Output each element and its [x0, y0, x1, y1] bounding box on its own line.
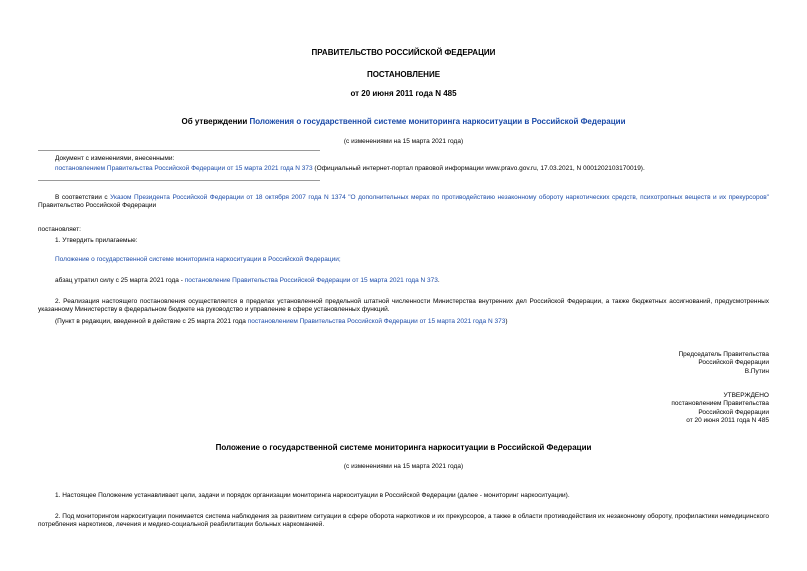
changes-line	[55, 165, 775, 173]
title-amendment-note: (с изменениями на 15 марта 2021 года)	[343, 138, 464, 145]
doc-type-heading: ПОСТАНОВЛЕНИЕ	[366, 70, 441, 79]
lost-force-prefix: абзац утратил силу с 25 марта 2021 года -	[55, 277, 185, 284]
item1-regulation-line	[55, 256, 341, 264]
changes-decree-link[interactable]: постановлением Правительства Российской Федерации от 15 марта 2021 года N 373	[55, 165, 313, 172]
lost-force-tail: .	[437, 277, 440, 284]
item1-lost-force-line	[55, 277, 440, 285]
item1-regulation-link[interactable]: Положение о государственной системе мониторинга наркоситуации в Российской Федерации;	[55, 256, 341, 263]
presidential-decree-link[interactable]: Указом Президента Российской Федерации от 18 октября 2007 года N 1374 "О дополнительных мерах по противодействию незаконному обороту наркотических средств, психотропных веществ и их прекурсоров"	[110, 194, 769, 201]
changes-tail: (Официальный интернет-портал правовой информации www.pravo.gov.ru, 17.03.2021, N 0001202103170019).	[312, 165, 645, 172]
changes-bottom-rule	[38, 180, 320, 181]
signature-position: Председатель Правительства	[678, 351, 769, 358]
preamble-tail: Правительство Российской Федерации	[38, 202, 157, 210]
changes-top-rule	[38, 150, 320, 151]
item2-note	[55, 318, 508, 326]
changes-label: Документ с изменениями, внесенными:	[55, 155, 175, 162]
preamble-paragraph	[38, 194, 769, 211]
approved-block	[671, 392, 769, 426]
document-title	[0, 117, 807, 127]
approved-by: постановлением Правительства	[671, 400, 769, 408]
item1-text: 1. Утвердить прилагаемые:	[55, 237, 138, 244]
approved-date: от 20 июня 2011 года N 485	[686, 417, 769, 425]
item2-note-prefix: (Пункт в редакции, введенной в действие с 25 марта 2021 года	[55, 318, 248, 325]
date-number-heading: от 20 июня 2011 года N 485	[350, 89, 457, 98]
item2-paragraph: 2. Реализация настоящего постановления осуществляется в пределах установленной предельной штатной численности Министерства внутренних дел Российской Федерации, а также бюджетных ассигнований, предусмотренных указанному Министерству в федеральном бюджете на руководство и управление в сфере установленных функций.	[38, 298, 769, 314]
approved-title: УТВЕРЖДЕНО	[723, 392, 769, 399]
regulation-amendment-note: (с изменениями на 15 марта 2021 года)	[343, 463, 464, 470]
signature-block	[678, 351, 769, 376]
signature-name: В.Путин	[744, 367, 769, 375]
item2-note-decree-link[interactable]: постановлением Правительства Российской Федерации от 15 марта 2021 года N 373	[247, 318, 506, 325]
government-heading: ПРАВИТЕЛЬСТВО РОССИЙСКОЙ ФЕДЕРАЦИИ	[311, 48, 496, 57]
item2-note-tail: )	[505, 318, 508, 325]
regulation-title: Положение о государственной системе мониторинга наркоситуации в Российской Федерации	[215, 443, 592, 452]
approved-country: Российской Федерации	[698, 408, 769, 416]
preamble-prefix: В соответствии с	[55, 194, 111, 201]
regulation-paragraph-1: 1. Настоящее Положение устанавливает цели, задачи и порядок организации мониторинга наркоситуации в Российской Федерации (далее - мониторинг наркоситуации).	[55, 492, 570, 499]
title-regulation-link[interactable]: Положения о государственной системе мониторинга наркоситуации в Российской Федерации	[249, 117, 626, 126]
lost-force-decree-link[interactable]: постановление Правительства Российской Федерации от 15 марта 2021 года N 373	[184, 277, 438, 284]
decides-text: постановляет:	[38, 226, 81, 233]
title-prefix: Об утверждении	[181, 117, 250, 126]
regulation-paragraph-2: 2. Под мониторингом наркоситуации понимается система наблюдения за развитием ситуации в сфере оборота наркотиков и их прекурсоров, а также в области противодействия их незаконному обороту, профилактики немедицинского потребления наркотиков, лечения и медико-социальной реабилитации больных наркоманией.	[38, 513, 769, 529]
signature-country: Российской Федерации	[698, 359, 769, 367]
